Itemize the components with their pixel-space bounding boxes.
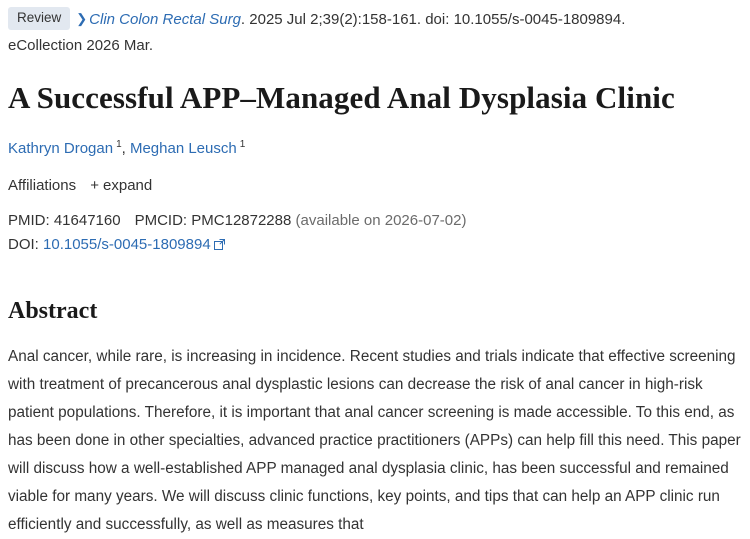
citation-second-line: eCollection 2026 Mar. xyxy=(8,37,154,54)
affiliations-label: Affiliations xyxy=(8,177,77,194)
plus-icon: + xyxy=(90,177,100,194)
expand-affiliations-button[interactable] xyxy=(90,177,152,194)
affiliations-row xyxy=(8,176,742,196)
doi-label: DOI: xyxy=(8,236,39,253)
author-link[interactable]: Meghan Leusch xyxy=(129,140,237,157)
pmid-value: 41647160 xyxy=(53,212,121,229)
doi-link[interactable] xyxy=(43,236,225,253)
citation-details: . 2025 Jul 2;39(2):158-161. doi: 10.1055/s-0045-1809894. xyxy=(240,11,626,28)
pmid-row xyxy=(8,209,742,232)
abstract-text: Anal cancer, while rare, is increasing in incidence. Recent studies and trials indicate that effective screening with treatment of precancerous anal dysplastic lesions can decrease the risk of anal cancer in high-risk patient populations. Therefore, it is important that anal cancer screening is made accessible. To this end, as has been done in other specialties, advanced practice practitioners (APPs) can help fill this need. This paper will discuss how a well-established APP managed anal dysplasia clinic, has been successful and remained viable for many years. We will discuss clinic functions, key points, and tips that can help an APP clinic run efficiently and successfully, as well as measures that xyxy=(8,348,741,533)
identifiers-block xyxy=(8,209,742,256)
journal-link[interactable]: Clin Colon Rectal Surg xyxy=(89,11,241,28)
page-title: A Successful APP–Managed Anal Dysplasia Clinic xyxy=(8,80,675,115)
external-link-icon xyxy=(214,239,225,250)
pmcid-label: PMCID: xyxy=(134,212,188,229)
author-list xyxy=(8,134,742,160)
pmcid-value: PMC12872288 xyxy=(191,212,292,229)
author-separator: , xyxy=(121,140,126,157)
expand-label: expand xyxy=(103,177,153,194)
abstract-heading: Abstract xyxy=(8,298,98,324)
pmcid-availability-note: (available on 2026-07-02) xyxy=(295,212,467,229)
author-affiliation-marker: 1 xyxy=(239,139,246,150)
publication-type-badge: Review xyxy=(8,7,70,30)
author-link[interactable]: Kathryn Drogan xyxy=(8,140,114,157)
chevron-right-icon: ❯ xyxy=(76,11,88,26)
doi-row xyxy=(8,233,742,256)
doi-value: 10.1055/s-0045-1809894 xyxy=(43,236,211,253)
author-affiliation-marker: 1 xyxy=(116,139,122,150)
pmid-label: PMID: xyxy=(8,212,50,229)
citation-block xyxy=(8,0,742,59)
